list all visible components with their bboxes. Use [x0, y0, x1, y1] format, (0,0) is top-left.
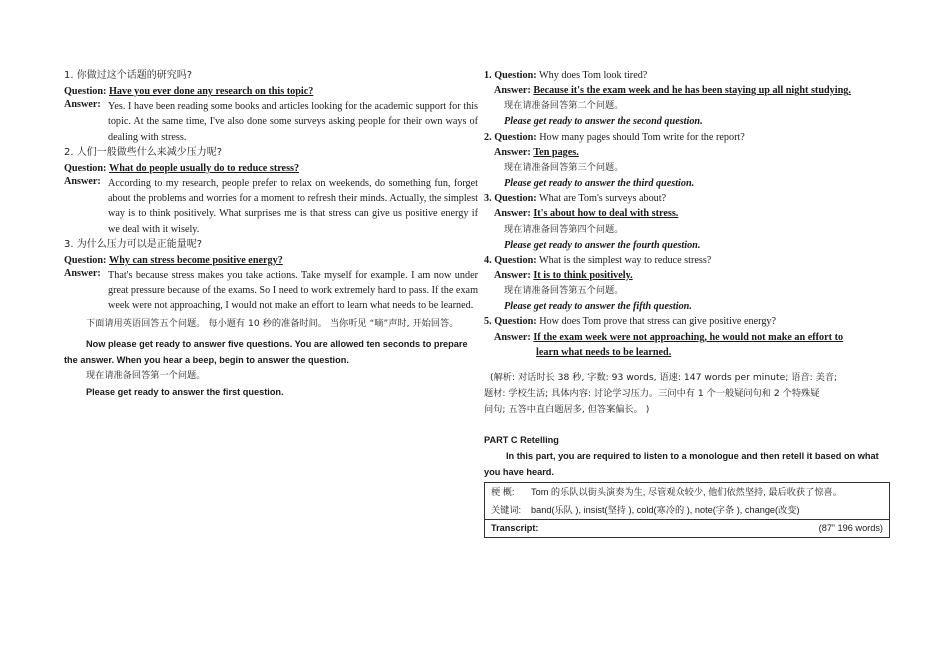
q2-heading: 2. 人们一般做些什么来减少压力呢?	[64, 146, 223, 158]
q3-question: Question: Why can stress become positive energy?	[64, 254, 283, 266]
q2-question: Question: What do people usually do to reduce stress?	[64, 162, 300, 174]
q3-heading: 3. 为什么压力可以是正能量呢?	[64, 238, 203, 250]
analysis: (解析: 对话时长 38 秒, 字数: 93 words, 语速: 147 words per minute; 语音: 美音; 题材: 学校生活; 具体内容: 讨论学习压力。三问中有 1 个一般疑问句和 2 个特殊疑 问句; 五答中直白题居多, 但答案偏长。 )	[484, 372, 838, 416]
instruction-cn: 下面请用英语回答五个问题。 每小题有 10 秒的准备时间。 当你听见 “嘀”声时, 开始回答。	[86, 317, 459, 329]
ready-first-cn: 现在请准备回答第一个问题。	[86, 369, 206, 381]
question-list	[484, 68, 894, 360]
list-item: 5. Question: How does Tom prove that stress can give positive energy? Answer: If the exam week were not approaching, he would not make an effort to learn what needs to be learned.	[484, 316, 844, 358]
part-c-title: PART C Retelling	[484, 435, 559, 446]
q1-answer: Answer: Yes. I have been reading some books and articles looking for the academic support for this topic. At the same time, I've also done some surveys asking people for their own ways of dealing with stress.	[64, 99, 478, 143]
instruction-en: Now please get ready to answer five questions. You are allowed ten seconds to prepare the answer. When you hear a beep, begin to answer the question.	[64, 338, 468, 365]
keywords-row: 关键词: band(乐队 ), insist(坚持 ), cold(寒冷的 ), note(字条 ), change(改变)	[491, 505, 800, 516]
ready-first-en: Please get ready to answer the first question.	[86, 386, 284, 397]
list-item: 3. Question: What are Tom's surveys about? Answer: It's about how to deal with stress. 现在请准备回答第四个问题。 Please get ready to answer the fourth question.	[484, 193, 701, 251]
list-item: 2. Question: How many pages should Tom write for the report? Answer: Ten pages. 现在请准备回答第三个问题。 Please get ready to answer the third question.	[484, 131, 745, 190]
q1-question: Question: Have you ever done any research on this topic?	[64, 86, 314, 97]
retelling-box	[484, 482, 890, 538]
part-c-instruction: In this part, you are required to listen to a monologue and then retell it based on what you have heard.	[484, 451, 879, 478]
right-column	[484, 68, 894, 538]
list-item: 4. Question: What is the simplest way to reduce stress? Answer: It is to think positively. 现在请准备回答第五个问题。 Please get ready to answer the fifth question.	[484, 254, 712, 313]
list-item: 1. Question: Why does Tom look tired? Answer: Because it's the exam week and he has been staying up all night studying. 现在请准备回答第二个问题。 Please get ready to answer the second question.	[484, 70, 851, 128]
q3-answer: Answer: That's because stress makes you take actions. Take myself for example. I am now under great pressure because of the exams. So I need to work extremely hard to pass. If the exam week were not approaching, I would not make an effort to learn what needs to be learned.	[64, 268, 478, 312]
q1-heading: 1. 你做过这个话题的研究吗?	[64, 70, 193, 81]
q2-answer: Answer: According to my research, people prefer to relax on weekends, do something fun, forget about the problems and worries for a moment to refresh their minds. Actually, the simplest way is to think positively. What surprises me is that stress can give us positive energy if we deal with it wisely.	[64, 176, 478, 235]
summary-row: 梗 概: Tom 的乐队以街头演奏为生, 尽管观众较少, 他们依然坚持, 最后收获了惊喜。	[491, 487, 842, 498]
transcript-row: Transcript: (87” 196 words)	[485, 519, 889, 537]
left-column	[64, 68, 478, 400]
